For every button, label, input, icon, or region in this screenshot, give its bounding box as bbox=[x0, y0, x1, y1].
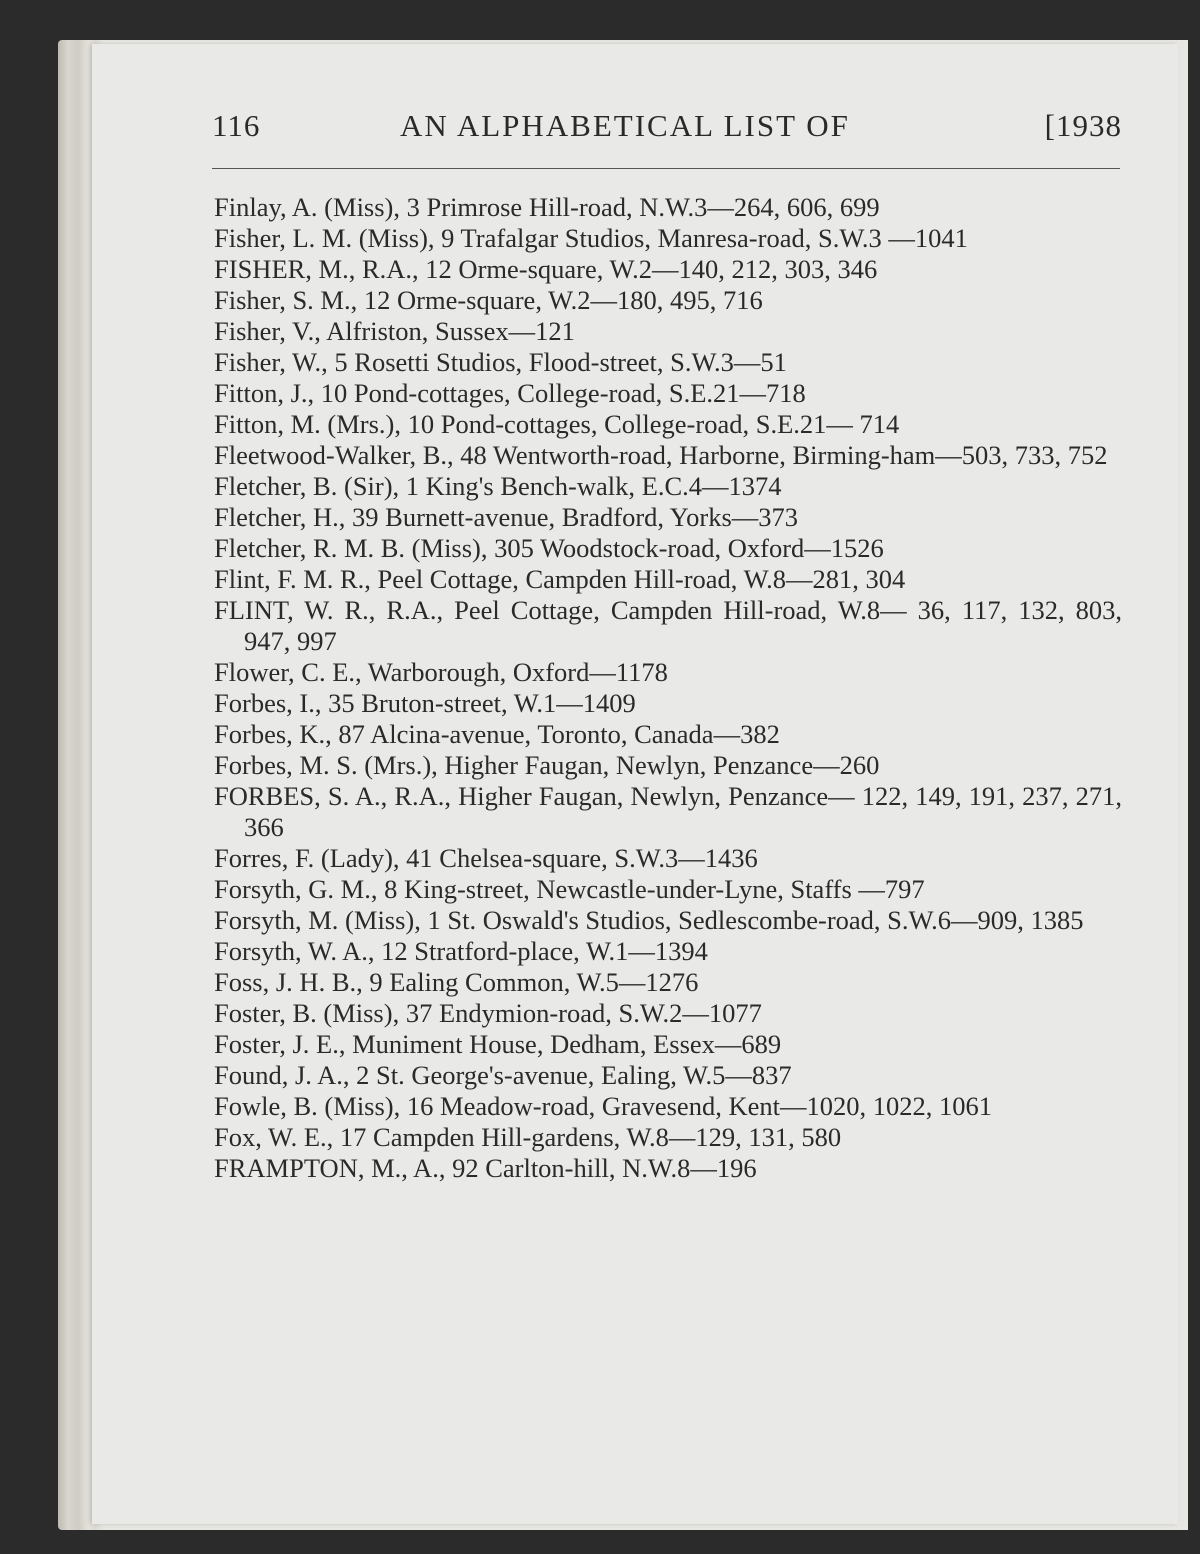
list-item: FRAMPTON, M., A., 92 Carlton-hill, N.W.8—196 bbox=[214, 1153, 757, 1183]
running-title: AN ALPHABETICAL LIST OF bbox=[400, 108, 850, 143]
list-item: Fitton, M. (Mrs.), 10 Pond-cottages, College-road, S.E.21— 714 bbox=[214, 409, 900, 439]
list-item: Fowle, B. (Miss), 16 Meadow-road, Gravesend, Kent—1020, 1022, 1061 bbox=[214, 1091, 992, 1121]
list-item: Fisher, W., 5 Rosetti Studios, Flood-street, S.W.3—51 bbox=[214, 347, 787, 377]
list-item: Fitton, J., 10 Pond-cottages, College-road, S.E.21—718 bbox=[214, 378, 806, 408]
list-item: Fisher, V., Alfriston, Sussex—121 bbox=[214, 316, 575, 346]
list-item: Fletcher, H., 39 Burnett-avenue, Bradford, Yorks—373 bbox=[214, 502, 799, 532]
list-item: Forbes, I., 35 Bruton-street, W.1—1409 bbox=[214, 688, 636, 718]
list-item: Forsyth, M. (Miss), 1 St. Oswald's Studios, Sedlescombe-road, S.W.6—909, 1385 bbox=[214, 905, 1084, 935]
list-item: Forsyth, G. M., 8 King-street, Newcastle-under-Lyne, Staffs —797 bbox=[214, 874, 925, 904]
list-item: FORBES, S. A., R.A., Higher Faugan, Newlyn, Penzance— 122, 149, 191, 237, 271, 366 bbox=[214, 781, 1122, 842]
list-item: Foster, B. (Miss), 37 Endymion-road, S.W.2—1077 bbox=[214, 998, 762, 1028]
list-item: Found, J. A., 2 St. George's-avenue, Ealing, W.5—837 bbox=[214, 1060, 792, 1090]
list-item: Fletcher, B. (Sir), 1 King's Bench-walk, E.C.4—1374 bbox=[214, 471, 782, 501]
page-number: 116 bbox=[212, 108, 261, 143]
list-item: Forbes, M. S. (Mrs.), Higher Faugan, Newlyn, Penzance—260 bbox=[214, 750, 880, 780]
list-item: FISHER, M., R.A., 12 Orme-square, W.2—140, 212, 303, 346 bbox=[214, 254, 878, 284]
list-item: Forsyth, W. A., 12 Stratford-place, W.1—1394 bbox=[214, 936, 708, 966]
running-year: [1938 bbox=[1044, 108, 1122, 143]
list-item: Flower, C. E., Warborough, Oxford—1178 bbox=[214, 657, 668, 687]
list-item: Forbes, K., 87 Alcina-avenue, Toronto, Canada—382 bbox=[214, 719, 780, 749]
list-item: Forres, F. (Lady), 41 Chelsea-square, S.W.3—1436 bbox=[214, 843, 758, 873]
list-item: Fisher, L. M. (Miss), 9 Trafalgar Studios, Manresa-road, S.W.3 —1041 bbox=[214, 223, 968, 253]
entry-list bbox=[214, 192, 1122, 1184]
list-item: Finlay, A. (Miss), 3 Primrose Hill-road, N.W.3—264, 606, 699 bbox=[214, 192, 880, 222]
list-item: Fox, W. E., 17 Campden Hill-gardens, W.8—129, 131, 580 bbox=[214, 1122, 842, 1152]
list-item: FLINT, W. R., R.A., Peel Cottage, Campden Hill-road, W.8— 36, 117, 132, 803, 947, 997 bbox=[214, 595, 1122, 656]
header-rule bbox=[212, 168, 1120, 169]
list-item: Fleetwood-Walker, B., 48 Wentworth-road, Harborne, Birming-ham—503, 733, 752 bbox=[214, 440, 1108, 470]
list-item: Flint, F. M. R., Peel Cottage, Campden Hill-road, W.8—281, 304 bbox=[214, 564, 906, 594]
page-header bbox=[212, 108, 1122, 168]
list-item: Foss, J. H. B., 9 Ealing Common, W.5—1276 bbox=[214, 967, 699, 997]
list-item: Fisher, S. M., 12 Orme-square, W.2—180, 495, 716 bbox=[214, 285, 763, 315]
list-item: Fletcher, R. M. B. (Miss), 305 Woodstock-road, Oxford—1526 bbox=[214, 533, 884, 563]
list-item: Foster, J. E., Muniment House, Dedham, Essex—689 bbox=[214, 1029, 782, 1059]
